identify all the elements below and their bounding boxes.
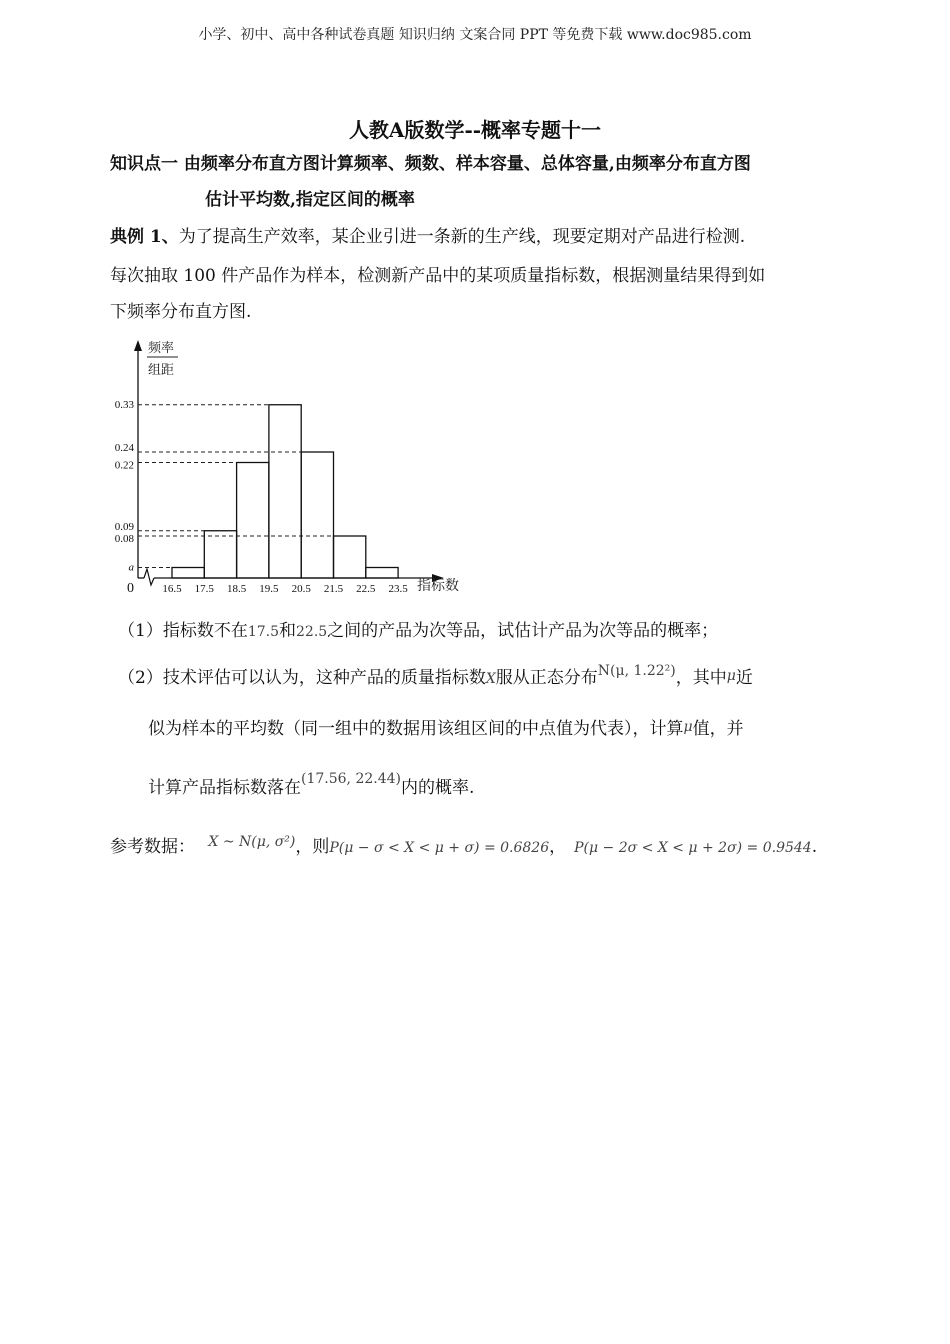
y-axis-label-top: 频率 [148, 340, 175, 355]
reference-period: . [811, 837, 818, 857]
example-line3: 下频率分布直方图. [110, 302, 252, 322]
page-title: 人教A版数学--概率专题十一 [348, 118, 602, 142]
q2-line2a: 似为样本的平均数（同一组中的数据用该组区间的中点值为代表），计算 [148, 719, 684, 739]
y-tick-label: 0.08 [114, 533, 134, 545]
reference-label: 参考数据： [110, 837, 195, 857]
page-header: 小学、初中、高中各种试卷真题 知识归纳 文案合同 PPT 等免费下载 www.doc985.com [198, 27, 752, 43]
y-axis-arrow-icon [134, 340, 142, 351]
histogram-bar [237, 463, 269, 579]
histogram-bar [172, 568, 204, 579]
x-tick-label: 18.5 [226, 583, 247, 594]
example-label: 典例 1、 [110, 227, 179, 247]
example-line2: 每次抽取 100 件产品作为样本，检测新产品中的某项质量指标数，根据测量结果得到如 [110, 266, 766, 286]
axis-break-mark [144, 569, 154, 585]
y-tick-label: 0.33 [114, 398, 134, 411]
q1-mid: 和 [279, 621, 296, 641]
question-2-line2 [148, 714, 744, 739]
x-tick-label: 19.5 [259, 583, 279, 594]
reference-data [110, 832, 817, 857]
x-axis-label: 指标数 [417, 579, 459, 594]
q1-suffix: 之间的产品为次等品，试估计产品为次等品的概率； [327, 621, 719, 641]
reference-then: ，则 [295, 837, 330, 857]
histogram-bar [204, 531, 236, 578]
question-1 [118, 616, 718, 641]
q1-value-22-5: 22.5 [296, 624, 328, 640]
y-axis-label-bottom: 组距 [148, 362, 175, 377]
reference-comma: ， [549, 837, 567, 857]
q2-line2b: 值，并 [692, 719, 744, 739]
reference-formula-1sigma: P(μ − σ < X < μ + σ) = 0.6826 [329, 840, 550, 856]
reference-formula-normal: X ~ N(μ, σ²) [208, 834, 296, 850]
example-text-1: 为了提高生产效率，某企业引进一条新的生产线，现要定期对产品进行检测. [178, 227, 746, 247]
x-tick-label: 21.5 [323, 583, 344, 594]
q2-mu-2: μ [683, 719, 693, 735]
y-tick-label: a [128, 561, 134, 574]
q2-end1: 近 [735, 668, 753, 688]
q2-prefix: （2）技术评估可以认为，这种产品的质量指标数 [118, 668, 486, 688]
histogram-bar [366, 568, 398, 579]
y-tick-label: 0.24 [114, 442, 134, 454]
frequency-histogram [110, 332, 470, 594]
q2-line3a: 计算产品指标数落在 [148, 778, 301, 798]
y-tick-label: 0.22 [114, 459, 134, 472]
q1-prefix: （1）指标数不在 [118, 621, 248, 641]
origin-label: 0 [127, 581, 134, 594]
histogram-bar [301, 452, 333, 578]
q2-interval: (17.56, 22.44) [301, 771, 401, 787]
q2-line3b: 内的概率. [400, 778, 475, 798]
q1-value-17-5: 17.5 [247, 624, 279, 640]
q2-normal-distribution: N(μ, 1.22²) [597, 663, 676, 679]
example-line1 [110, 222, 745, 247]
question-2-line1 [118, 663, 753, 688]
x-tick-label: 22.5 [356, 583, 376, 594]
knowledge-point-line2: 估计平均数,指定区间的概率 [205, 190, 415, 210]
y-tick-label: 0.09 [114, 520, 134, 533]
q2-mu: μ [726, 668, 736, 684]
question-2-line3 [148, 773, 474, 798]
x-tick-label: 17.5 [194, 583, 214, 594]
q2-variable-x: X [485, 671, 496, 687]
x-tick-label: 16.5 [162, 583, 182, 594]
knowledge-point-line1: 知识点一 由频率分布直方图计算频率、频数、样本容量、总体容量,由频率分布直方图 [110, 154, 751, 174]
x-tick-label: 23.5 [388, 583, 408, 594]
q2-mid2: ，其中 [675, 668, 727, 688]
x-tick-label: 20.5 [291, 583, 311, 594]
q2-mid: 服从正态分布 [495, 668, 598, 688]
histogram-bar [334, 536, 366, 578]
reference-formula-2sigma: P(μ − 2σ < X < μ + 2σ) = 0.9544 [574, 840, 812, 856]
histogram-bar [269, 405, 301, 578]
